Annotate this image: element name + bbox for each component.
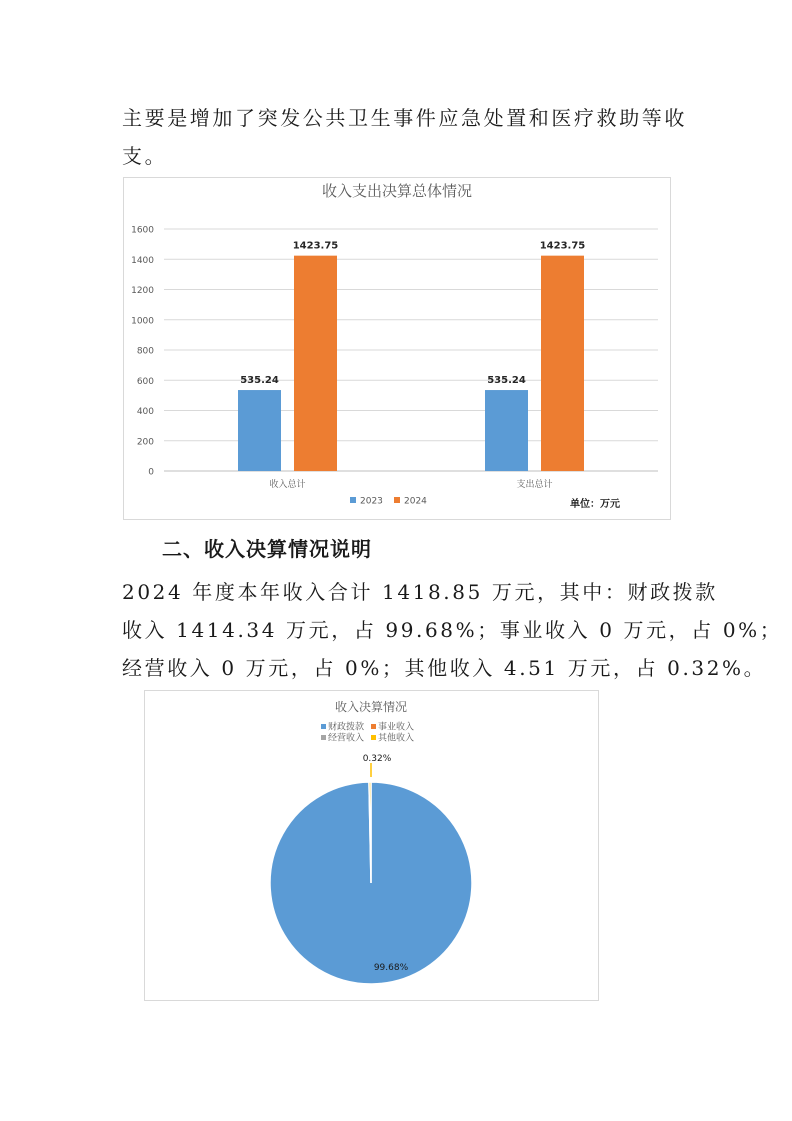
bar-chart <box>124 178 670 519</box>
x-tick-label: 支出总计 <box>516 480 553 490</box>
legend-label: 经营收入 <box>328 733 365 744</box>
legend-label: 财政拨款 <box>328 722 365 733</box>
y-tick-label: 1400 <box>131 255 154 266</box>
legend-label: 事业收入 <box>378 722 415 733</box>
legend-label: 2023 <box>360 496 383 507</box>
legend-label: 2024 <box>404 496 427 507</box>
pie-chart-box <box>144 690 599 1001</box>
bar <box>238 390 281 471</box>
bar-data-label: 1423.75 <box>292 240 339 252</box>
y-tick-label: 1000 <box>131 316 154 327</box>
legend-swatch <box>321 724 326 729</box>
y-tick-label: 800 <box>136 346 154 357</box>
legend-label: 其他收入 <box>378 733 415 744</box>
bar-chart-title: 收入支出决算总体情况 <box>321 182 473 200</box>
y-tick-label: 200 <box>136 437 154 448</box>
legend-swatch <box>371 724 376 729</box>
bar <box>485 390 528 471</box>
section2-line-1: 2024 年度本年收入合计 1418.85 万元，其中：财政拨款 <box>122 580 718 604</box>
pie-data-label: 0.32% <box>362 754 392 764</box>
section2-line-2: 收入 1414.34 万元，占 99.68%；事业收入 0 万元，占 0%； <box>122 618 783 642</box>
legend-swatch <box>350 497 356 503</box>
intro-line-1: 主要是增加了突发公共卫生事件应急处置和医疗救助等收 <box>122 106 687 130</box>
y-tick-label: 1600 <box>131 225 154 236</box>
legend-swatch <box>371 735 376 740</box>
legend-swatch <box>321 735 326 740</box>
section2-line-3: 经营收入 0 万元，占 0%；其他收入 4.51 万元，占 0.32%。 <box>122 656 767 680</box>
bar <box>541 256 584 471</box>
y-tick-label: 1200 <box>131 286 154 296</box>
section-heading: 二、收入决算情况说明 <box>162 537 372 561</box>
intro-line-2: 支。 <box>122 144 168 168</box>
y-tick-label: 400 <box>136 407 154 417</box>
bar-data-label: 535.24 <box>240 375 279 387</box>
bar-data-label: 1423.75 <box>539 240 586 252</box>
bar-data-label: 535.24 <box>487 375 526 387</box>
bar <box>294 256 337 471</box>
pie-chart <box>145 691 598 1000</box>
x-tick-label: 收入总计 <box>269 480 306 490</box>
legend-swatch <box>394 497 400 503</box>
pie-chart-title: 收入决算情况 <box>334 700 408 714</box>
pie-data-label: 99.68% <box>373 963 409 973</box>
y-tick-label: 600 <box>136 376 154 387</box>
y-tick-label: 0 <box>148 467 154 478</box>
bar-chart-box <box>123 177 671 520</box>
bar-chart-unit: 单位：万元 <box>570 499 620 510</box>
